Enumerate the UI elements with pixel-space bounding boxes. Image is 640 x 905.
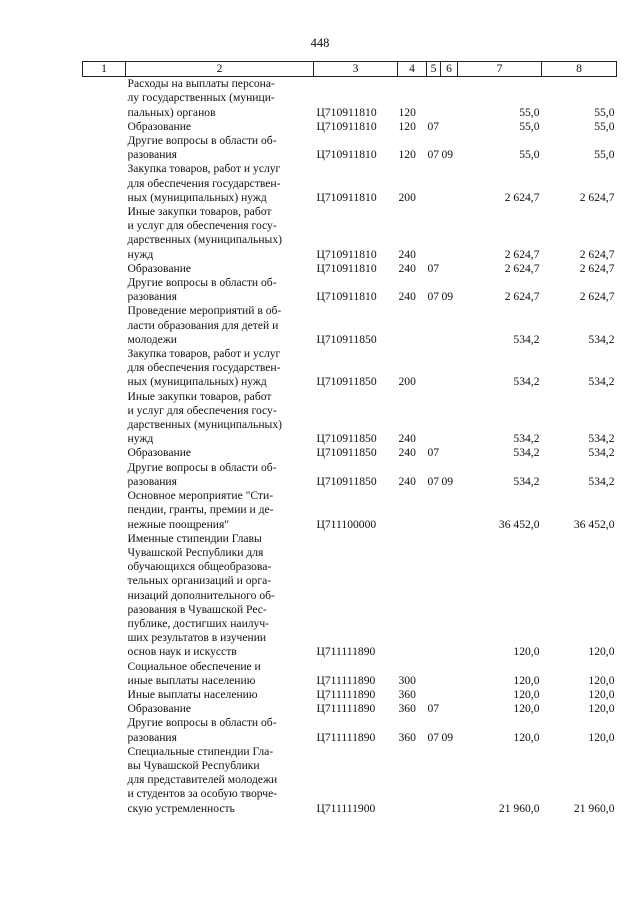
row-code-cell: Ц710911850	[316, 474, 377, 488]
row-col6-cell	[441, 262, 458, 276]
row-col8-cell: 534,2	[588, 474, 615, 488]
column-header: 7	[458, 62, 542, 77]
row-name-line: для обеспечения государствен-	[127, 176, 281, 190]
table-row	[83, 702, 617, 716]
row-col5-cell	[427, 390, 441, 447]
row-col4-cell: 360	[398, 730, 416, 744]
row-col7-cell: 120,0	[513, 645, 540, 659]
row-col5-cell: 07	[427, 446, 440, 460]
row-index-cell	[83, 205, 126, 262]
table-row	[83, 162, 617, 205]
column-header: 4	[398, 62, 427, 77]
row-name-line: низаций дополнительного об-	[127, 588, 275, 602]
row-col6-cell	[441, 745, 458, 816]
row-index-cell	[83, 532, 126, 660]
row-col8-cell: 21 960,0	[573, 801, 615, 815]
row-name-line: тельных организаций и орга-	[127, 574, 272, 588]
row-col8-cell: 120,0	[588, 702, 615, 716]
row-name-line: Другие вопросы в области об-	[127, 134, 277, 148]
row-name-line: ных (муниципальных) нужд	[127, 375, 267, 389]
row-name-cell	[126, 716, 314, 744]
column-header: 5	[427, 62, 441, 77]
row-index-cell	[83, 77, 126, 120]
table-row	[83, 532, 617, 660]
row-col6-cell: 09	[441, 474, 454, 488]
row-name-line: пальных) органов	[127, 105, 216, 119]
row-col4-cell: 240	[398, 432, 416, 446]
table-row	[83, 446, 617, 460]
row-name-cell	[126, 134, 314, 162]
row-name-cell	[126, 390, 314, 447]
row-name-cell	[126, 205, 314, 262]
row-col8-cell: 120,0	[588, 730, 615, 744]
table-row	[83, 276, 617, 304]
row-col8-cell: 534,2	[588, 446, 615, 460]
row-name-line: Закупка товаров, работ и услуг	[127, 347, 281, 361]
row-col8-cell: 2 624,7	[579, 261, 615, 275]
row-col5-cell: 07	[427, 702, 440, 716]
table-row	[83, 120, 617, 134]
table-body	[83, 77, 617, 816]
row-col8-cell: 36 452,0	[573, 517, 615, 531]
row-name-line: вы Чувашской Республики	[127, 758, 260, 772]
row-col4-cell: 240	[398, 247, 416, 261]
row-name-line: разования	[127, 290, 177, 304]
row-name-cell	[126, 660, 314, 688]
row-col4-cell: 240	[398, 474, 416, 488]
row-col4-cell: 200	[398, 375, 416, 389]
row-code-cell: Ц710911810	[316, 105, 377, 119]
row-code-cell: Ц710911850	[316, 332, 377, 346]
row-code-cell: Ц711111890	[316, 702, 376, 716]
row-col4-cell: 360	[398, 687, 416, 701]
row-name-line: Именные стипендии Главы	[127, 531, 262, 545]
row-index-cell	[83, 446, 126, 460]
row-col4-cell: 240	[398, 446, 416, 460]
row-col8-cell: 534,2	[588, 375, 615, 389]
row-col6-cell	[441, 347, 458, 390]
row-col7-cell: 36 452,0	[498, 517, 540, 531]
row-index-cell	[83, 134, 126, 162]
row-name-line: Иные закупки товаров, работ	[127, 389, 272, 403]
row-col4-cell: 300	[398, 673, 416, 687]
row-col4-cell: 120	[398, 148, 416, 162]
row-col6-cell: 09	[441, 730, 454, 744]
row-name-line: разования	[127, 474, 177, 488]
row-col6-cell	[441, 688, 458, 702]
row-code-cell: Ц710911850	[316, 375, 377, 389]
row-col8-cell: 2 624,7	[579, 290, 615, 304]
row-col8-cell: 55,0	[594, 148, 615, 162]
column-header: 2	[126, 62, 314, 77]
row-col5-cell	[427, 205, 441, 262]
row-name-line: ласти образования для детей и	[127, 318, 279, 332]
row-name-cell	[126, 276, 314, 304]
row-code-cell: Ц710911810	[316, 290, 377, 304]
row-name-cell	[126, 688, 314, 702]
row-col8-cell: 120,0	[588, 645, 615, 659]
table-row	[83, 134, 617, 162]
table-row	[83, 688, 617, 702]
row-col6-cell	[441, 532, 458, 660]
row-col8-cell: 55,0	[594, 119, 615, 133]
row-name-line: Образование	[127, 261, 192, 275]
table-row	[83, 205, 617, 262]
row-col7-cell: 534,2	[513, 375, 540, 389]
table-row	[83, 262, 617, 276]
row-name-line: Основное мероприятие "Сти-	[127, 489, 274, 503]
row-col8-cell: 534,2	[588, 332, 615, 346]
row-name-line: дарственных (муниципальных)	[127, 233, 282, 247]
row-name-line: Чувашской Республики для	[127, 545, 264, 559]
row-name-line: публике, достигших наилуч-	[127, 616, 270, 630]
row-index-cell	[83, 660, 126, 688]
row-name-line: разования	[127, 148, 177, 162]
row-index-cell	[83, 716, 126, 744]
row-col6-cell	[441, 390, 458, 447]
row-name-line: ших результатов в изучении	[127, 631, 267, 645]
row-index-cell	[83, 347, 126, 390]
row-name-line: ных (муниципальных) нужд	[127, 190, 267, 204]
row-col7-cell: 120,0	[513, 730, 540, 744]
row-col8-cell: 55,0	[594, 105, 615, 119]
row-col8-cell: 120,0	[588, 687, 615, 701]
row-code-cell: Ц710911810	[316, 119, 377, 133]
row-col8-cell: 2 624,7	[579, 190, 615, 204]
row-col5-cell	[427, 77, 441, 120]
row-col6-cell	[441, 702, 458, 716]
row-col7-cell: 120,0	[513, 673, 540, 687]
row-name-line: Образование	[127, 119, 192, 133]
row-col8-cell: 2 624,7	[579, 247, 615, 261]
row-name-cell	[126, 461, 314, 489]
row-index-cell	[83, 162, 126, 205]
row-code-cell: Ц711111890	[316, 645, 376, 659]
row-name-line: Другие вопросы в области об-	[127, 716, 277, 730]
row-code-cell: Ц710911850	[316, 432, 377, 446]
row-name-line: дарственных (муниципальных)	[127, 418, 282, 432]
row-code-cell: Ц710911810	[316, 247, 377, 261]
row-code-cell: Ц710911810	[316, 148, 377, 162]
row-col7-cell: 534,2	[513, 446, 540, 460]
column-header: 3	[314, 62, 398, 77]
row-name-cell	[126, 446, 314, 460]
row-col5-cell: 07	[427, 148, 440, 162]
row-col4-cell: 120	[398, 119, 416, 133]
row-col5-cell: 07	[427, 730, 440, 744]
row-col7-cell: 534,2	[513, 432, 540, 446]
row-col5-cell	[427, 304, 441, 347]
row-name-line: и услуг для обеспечения госу-	[127, 403, 277, 417]
row-col6-cell: 09	[441, 148, 454, 162]
row-name-line: Иные выплаты населению	[127, 687, 258, 701]
row-index-cell	[83, 304, 126, 347]
row-name-line: Образование	[127, 446, 192, 460]
row-name-cell	[126, 702, 314, 716]
row-col4-cell: 240	[398, 261, 416, 275]
row-col5-cell	[427, 688, 441, 702]
row-name-cell	[126, 162, 314, 205]
row-col5-cell	[427, 745, 441, 816]
row-name-cell	[126, 489, 314, 532]
row-col4-cell	[398, 304, 427, 347]
row-col4-cell: 200	[398, 190, 416, 204]
row-col6-cell	[441, 77, 458, 120]
row-col4-cell: 360	[398, 702, 416, 716]
row-name-cell	[126, 745, 314, 816]
column-header: 1	[83, 62, 126, 77]
row-name-line: для обеспечения государствен-	[127, 361, 281, 375]
row-name-cell	[126, 532, 314, 660]
row-col8-cell: 120,0	[588, 673, 615, 687]
table-row	[83, 745, 617, 816]
row-col7-cell: 55,0	[519, 148, 540, 162]
row-col4-cell: 240	[398, 290, 416, 304]
row-name-line: нужд	[127, 247, 154, 261]
row-name-line: Другие вопросы в области об-	[127, 460, 277, 474]
row-name-line: Расходы на выплаты персона-	[127, 77, 275, 91]
row-col7-cell: 534,2	[513, 332, 540, 346]
row-code-cell: Ц711111900	[316, 801, 376, 815]
row-code-cell: Ц711100000	[316, 517, 377, 531]
row-name-line: скую устремленность	[127, 801, 235, 815]
row-name-line: обучающихся общеобразова-	[127, 560, 272, 574]
row-name-line: нежные поощрения"	[127, 517, 230, 531]
table-row	[83, 489, 617, 532]
row-name-cell	[126, 120, 314, 134]
row-col7-cell: 120,0	[513, 687, 540, 701]
row-name-line: Специальные стипендии Гла-	[127, 744, 274, 758]
row-col7-cell: 55,0	[519, 105, 540, 119]
row-name-cell	[126, 77, 314, 120]
row-code-cell: Ц711111890	[316, 730, 376, 744]
row-name-line: разования	[127, 730, 177, 744]
row-col7-cell: 2 624,7	[504, 247, 540, 261]
table-row	[83, 390, 617, 447]
row-col5-cell: 07	[427, 474, 440, 488]
row-col8-cell: 534,2	[588, 432, 615, 446]
row-code-cell: Ц710911810	[316, 190, 377, 204]
row-name-line: Закупка товаров, работ и услуг	[127, 162, 281, 176]
row-name-cell	[126, 262, 314, 276]
budget-table	[82, 61, 617, 816]
row-name-line: Социальное обеспечение и	[127, 659, 261, 673]
column-header: 6	[441, 62, 458, 77]
row-col7-cell: 2 624,7	[504, 261, 540, 275]
row-col4-cell	[398, 745, 427, 816]
row-col6-cell	[441, 446, 458, 460]
row-index-cell	[83, 390, 126, 447]
row-col5-cell: 07	[427, 261, 440, 275]
row-col6-cell	[441, 162, 458, 205]
row-index-cell	[83, 276, 126, 304]
row-col7-cell: 2 624,7	[504, 290, 540, 304]
table-row	[83, 347, 617, 390]
row-name-line: разования в Чувашской Рес-	[127, 602, 267, 616]
row-col5-cell: 07	[427, 290, 440, 304]
row-col5-cell	[427, 489, 441, 532]
table-row	[83, 304, 617, 347]
row-index-cell	[83, 262, 126, 276]
row-name-line: лу государственных (муници-	[127, 91, 275, 105]
row-name-line: для представителей молодежи	[127, 773, 278, 787]
row-col7-cell: 120,0	[513, 702, 540, 716]
row-code-cell: Ц710911810	[316, 261, 377, 275]
row-col6-cell	[441, 660, 458, 688]
row-name-line: пендии, гранты, премии и де-	[127, 503, 274, 517]
row-name-line: иные выплаты населению	[127, 673, 256, 687]
row-name-line: Иные закупки товаров, работ	[127, 205, 272, 219]
row-index-cell	[83, 489, 126, 532]
row-code-cell: Ц711111890	[316, 687, 376, 701]
row-col6-cell	[441, 205, 458, 262]
row-col5-cell	[427, 347, 441, 390]
table-header	[83, 62, 617, 77]
row-index-cell	[83, 120, 126, 134]
row-index-cell	[83, 745, 126, 816]
row-col4-cell	[398, 489, 427, 532]
row-col5-cell	[427, 532, 441, 660]
row-name-line: Другие вопросы в области об-	[127, 276, 277, 290]
row-col6-cell	[441, 489, 458, 532]
row-name-line: молодежи	[127, 332, 177, 346]
row-name-line: Образование	[127, 702, 192, 716]
row-name-line: основ наук и искусств	[127, 645, 237, 659]
row-name-line: и студентов за особую творче-	[127, 787, 278, 801]
table-row	[83, 461, 617, 489]
row-col7-cell: 55,0	[519, 119, 540, 133]
row-col4-cell: 120	[398, 105, 416, 119]
table-row	[83, 77, 617, 120]
row-col4-cell	[398, 532, 427, 660]
row-col7-cell: 2 624,7	[504, 190, 540, 204]
row-col7-cell: 534,2	[513, 474, 540, 488]
row-col6-cell	[441, 120, 458, 134]
row-col6-cell: 09	[441, 290, 454, 304]
table-row	[83, 660, 617, 688]
row-code-cell: Ц710911850	[316, 446, 377, 460]
row-col5-cell	[427, 660, 441, 688]
row-index-cell	[83, 702, 126, 716]
row-name-cell	[126, 304, 314, 347]
page-number: 448	[310, 36, 330, 50]
column-header: 8	[542, 62, 617, 77]
row-name-cell	[126, 347, 314, 390]
row-name-line: Проведение мероприятий в об-	[127, 304, 282, 318]
row-code-cell: Ц711111890	[316, 673, 376, 687]
table-row	[83, 716, 617, 744]
row-name-line: и услуг для обеспечения госу-	[127, 219, 277, 233]
row-name-line: нужд	[127, 432, 154, 446]
row-index-cell	[83, 461, 126, 489]
row-col5-cell: 07	[427, 119, 440, 133]
row-col6-cell	[441, 304, 458, 347]
row-col7-cell: 21 960,0	[498, 801, 540, 815]
row-index-cell	[83, 688, 126, 702]
row-col5-cell	[427, 162, 441, 205]
